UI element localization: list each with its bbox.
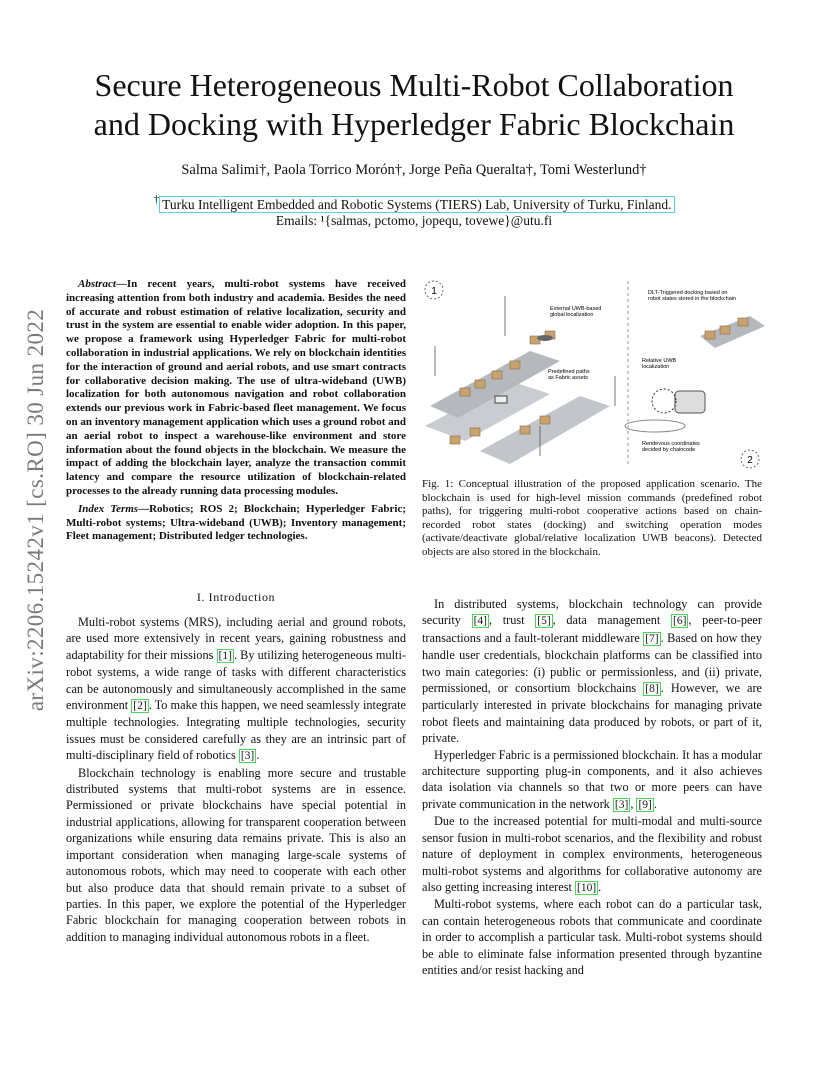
arxiv-sidebar	[16, 300, 56, 720]
citation-link[interactable]: [9]	[638, 798, 652, 811]
citation-link[interactable]: [10]	[577, 881, 597, 894]
drone-icon	[537, 335, 553, 341]
citation-link[interactable]: [7]	[645, 632, 659, 645]
paragraph: Hyperledger Fabric is a permissioned blockchain. It has a modular architecture supporting plug-in components, and it also achieves data isolation via channels so that two or more peers can have private communication in the network [3] , [9] .	[422, 747, 762, 811]
label-rendevous: Rendevous coordinates decided by chaincode	[642, 441, 700, 453]
citation-link[interactable]: [3]	[614, 798, 629, 811]
abstract-text: —In recent years, multi-robot systems have received increasing attention from both industry and academia. Besides the need of accurate and robust estimation of relative localization, security and trust in the system are essential to enable wider adoption. In this paper, we propose a framework using Hyperledger Fabric for multi-robot collaboration in industrial applications. We rely on blockchain identities for the interaction of ground and aerial robots, and use smart contracts for collaborative decision making. The use of ultra-wideband (UWB) localization for both autonomous navigation and robot collaboration extends our previous work in Fabric-based fleet management. We focus on an inventory management application which uses a ground robot and an aerial robot to inspect a warehouse-like environment and store information about the found objects in the blockchain. We measure the impact of adding the blockchain layer, analyze the transaction commit latency and compare the resource utilization of blockchain-related processes to the already running data processing modules.	[66, 278, 406, 497]
title-line-1: Secure Heterogeneous Multi-Robot Collaboration	[94, 67, 734, 103]
paragraph: Due to the increased potential for multi-modal and multi-source sensor fusion in multi-robot scenarios, and the flexibility and robust nature of deployment in complex environments, heterogeneous multi-robot systems and algorithms for collaborative autonomy are also getting increasing interest [10] .	[422, 814, 762, 894]
intro-right-column	[422, 596, 762, 978]
affiliation-link[interactable]: Turku Intelligent Embedded and Robotic Systems (TIERS) Lab, University of Turku, Finland.	[159, 196, 674, 213]
citation-link[interactable]: [6]	[673, 615, 687, 628]
citation-link[interactable]: [4]	[473, 615, 487, 628]
affiliation	[0, 194, 828, 213]
figure-illustration	[420, 276, 770, 472]
label-dlt-docking: DLT-Triggered docking based on robot states stored in the blockchain	[648, 290, 737, 302]
label-predefined-paths: Predefined paths as Fabric assets	[548, 369, 590, 381]
intro-left-column	[66, 614, 406, 945]
figure-1	[420, 276, 770, 472]
svg-text:1: 1	[431, 286, 437, 297]
label-relative-uwb: Relative UWB localization	[642, 358, 677, 370]
paragraph: Multi-robot systems (MRS), including aerial and ground robots, are used more extensively in recent years, gaining robustness and adaptability for their missions [1] . By utilizing heterogeneous multi-robot systems, a wide range of tasks with different characteristics can be autonomously and simultaneously accomplished in the same environment [2] . To make this happen, we need seamlessly integrate multiple technologies. Integrating multiple technologies, security issues must be considered carefully as they are an intrinsic part of multi-disciplinary field of robotics [3] .	[66, 615, 406, 763]
arxiv-identifier: arXiv:2206.15242v1 [cs.RO] 30 Jun 2022	[23, 308, 48, 712]
affiliation-mark: †	[153, 194, 160, 206]
paragraph: Blockchain technology is enabling more secure and trustable distributed systems that multi-robot systems are in essence. Permissioned or private blockchains have special potential in industrial applications, allowing for transparent cooperation between organizations while ensuring data remains private. This is also an important consideration when managing large-scale systems of autonomous robots, which may need to cooperate with each other but also produce data that should remain private to a subset of parties. In this paper, we explore the potential of the Hyperledger Fabric blockchain for managing cooperation between robots in addition to managing individual autonomous robots in a fleet.	[66, 765, 406, 944]
emails: Emails: ¹{salmas, pctomo, jopequ, tovewe}@utu.fi	[275, 213, 553, 228]
index-terms-label: Index Terms	[78, 502, 139, 515]
abstract-label: Abstract	[78, 278, 116, 290]
authors: Salma Salimi†, Paola Torrico Morón†, Jorge Peña Queralta†, Tomi Westerlund†	[181, 162, 647, 178]
title-line-2: and Docking with Hyperledger Fabric Blockchain	[93, 106, 735, 142]
svg-text:2: 2	[747, 455, 753, 466]
section-heading-introduction: I. Introduction	[196, 590, 276, 604]
abstract	[66, 278, 406, 544]
citation-link[interactable]: [5]	[537, 615, 551, 628]
label-external-uwb: External UWB-based global localization	[550, 306, 602, 318]
docking-robot-icon	[675, 391, 705, 413]
paragraph: In distributed systems, blockchain technology can provide security [4] , trust [5] , data management [6] , peer-to-peer transactions and a fault-tolerant middleware [7] . Based on how they handle user credentials, blockchain platforms can be classified into two main categories: (i) public or permissionless, and (ii) private, permissioned, or consortium blockchains [8] . However, we are particularly interested in private blockchains for managing private robot fleets and maintaining data produced by robots, or part of it, private.	[422, 597, 762, 746]
ground-robot-icon	[495, 396, 507, 403]
citation-link[interactable]: [2]	[133, 700, 147, 713]
paragraph: Multi-robot systems, where each robot can do a particular task, can contain heterogeneous robots that communicate and coordinate in order to accomplish a particular task. Multi-robot systems should be able to eliminate false information presented through byzantine entities and/or resist hacking and	[422, 897, 762, 977]
citation-link[interactable]: [8]	[645, 683, 659, 696]
index-terms-text: —Robotics; ROS 2; Blockchain; Hyperledger Fabric; Multi-robot systems; Ultra-wideband (UWB); Inventory management; Fleet management; Distributed ledger technologies.	[66, 502, 406, 543]
figure-caption: Fig. 1: Conceptual illustration of the proposed application scenario. The blockchain is used for high-level mission commands (predefined robot paths), for triggering multi-robot cooperative actions based on chain-recorded robot states (docking) and switching operation modes (activate/deactivate global/relative localization UWB beacons). Detected objects are also stored in the blockchain.	[422, 478, 762, 558]
paper-title	[60, 66, 768, 144]
citation-link[interactable]: [1]	[218, 649, 232, 662]
citation-link[interactable]: [3]	[240, 750, 255, 763]
